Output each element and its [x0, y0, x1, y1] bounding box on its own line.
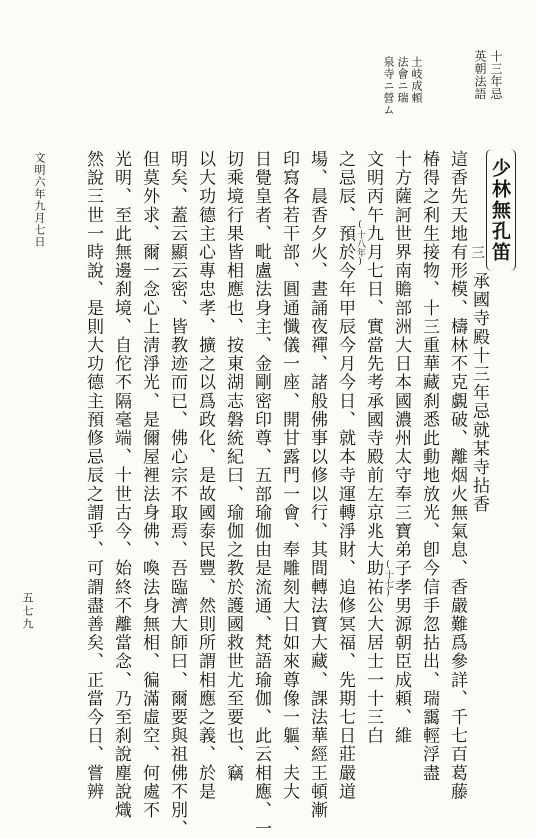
body-column: 光明、至此無邊刹境、自佗不隔毫端、十世古今、始終不離當念、乃至刹說塵說熾 — [111, 150, 131, 820]
page-number: 五七九 — [21, 592, 34, 631]
section-number: 三 — [469, 245, 485, 259]
body-column: 明矣、蓋云顯云密、皆教迹而已、佛心宗不取焉、吾臨濟大師曰、爾要與祖佛不別、 — [167, 150, 187, 838]
body-column: 然說三世一時說、是則大功德主預修忌辰之謂乎、可謂盡善矣、正當今日、嘗辨 — [83, 150, 103, 801]
body-column: 這香先天地有形模、檮林不克覷破、離烟火無氣息、香嚴難爲參詳、千七百葛藤 — [447, 150, 467, 801]
annotation-note: (十八年) — [355, 220, 365, 267]
body-column: 以大功德主心專忠孝、擴之以爲政化、是故國泰民豐、然則所謂相應之義、於是 — [195, 150, 215, 801]
header-sub-line-3: 泉寺ニ營ム — [382, 56, 395, 116]
body-column: 承國寺殿十三年忌就某寺拈香 — [469, 272, 489, 514]
body-column: 之忌辰、預於今年甲辰今月今日、就本寺運轉淨財、追修冥福、先期七日莊嚴道 — [335, 150, 355, 801]
annotation-note: (十七) — [383, 560, 393, 598]
body-column: 但莫外求、爾一念心上淸淨光、是儞屋裡法身佛、喚法身無相、徧滿虛空、何處不 — [139, 150, 159, 820]
footer-date: 文明六年九月七日 — [33, 152, 46, 248]
header-sub-line-1: 土岐成頼 — [410, 56, 423, 104]
body-column: 印寫各若干部、圓通懺儀一座、開甘露門一會、奉雕刻大日如來尊像一軀、夫大 — [279, 150, 299, 801]
body-column: 場、晨香夕火、晝誦夜禪、諸般佛事以修以行、其間轉法寶大藏、課法華經王頓漸 — [307, 150, 327, 820]
body-column: 切乘境行果皆相應也、按東湖志磐統紀曰、瑜伽之教於護國救世尤至要也、竊 — [223, 150, 243, 783]
body-column: 日覺皇者、毗盧法身主、金剛密印尊、五部瑜伽由是流通、梵語瑜伽、此云相應、一 — [251, 150, 271, 838]
body-column: 十方薩訶世界南贍部洲大日本國濃州太守奉三寶弟子孝男源朝臣成頼、維 — [391, 150, 411, 746]
header-line-2: 英朝法語 — [473, 50, 487, 100]
header-line-1: 十三年忌 — [489, 50, 503, 100]
body-column: 椿得之利生接物、十三重華藏刹悉此動地放光、卽今信手忽拈出、瑞靄輕浮盡 — [419, 150, 439, 783]
header-sub-line-2: 法會ニ瑞 — [396, 56, 409, 104]
body-column: 文明丙午九月七日、實當先考承國寺殿前左京兆大助祐公大居士一十三白 — [363, 150, 383, 746]
section-title: 少林無孔笛 — [489, 158, 511, 263]
